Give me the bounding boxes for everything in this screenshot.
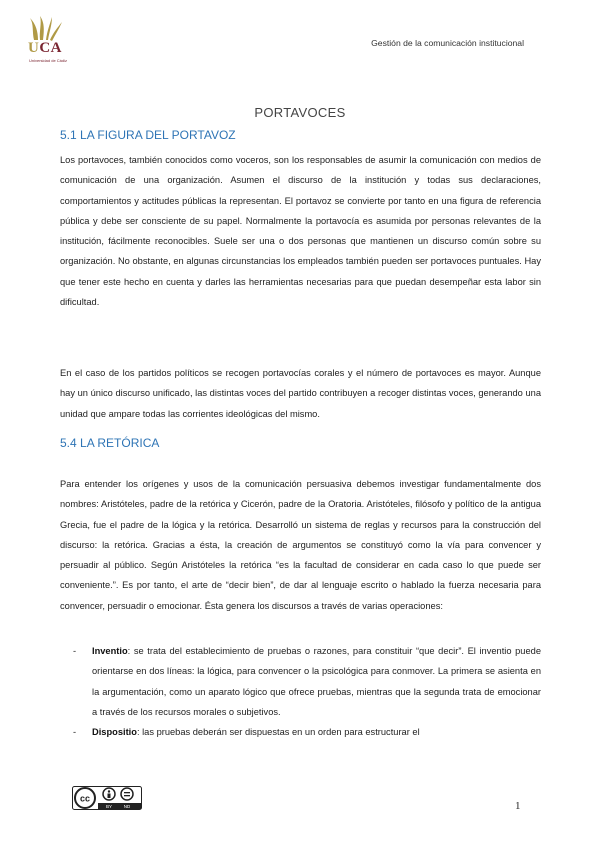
list-item: - Dispositio: las pruebas deberán ser dispuestas en un orden para estructurar el bbox=[73, 727, 420, 738]
page-number: 1 bbox=[515, 800, 521, 812]
paragraph-portavoz-1: Los portavoces, también conocidos como voceros, son los responsables de asumir la comunicación con medios de comunicación de una organización. Asumen el discurso de la institución y todas sus declaraciones, comportamientos y actitudes públicas la representan. El portavoz se convierte por tanto en una figura de referencia pública y debe ser consciente de su papel. Normalmente la portavocía es asumida por personas relevantes de la institución, fácilmente reconocibles. Suele ser una o dos personas que mantienen un discurso común sobre su organización. No obstante, en algunas circunstancias los empleados también pueden ser portavoces puntuales. Hay que tener este hecho en cuenta y darles las herramientas necesarias para que puedan desempeñar esta labor sin dificultad. bbox=[60, 155, 541, 308]
paragraph-portavoz-2: En el caso de los partidos políticos se recogen portavocías corales y el número de portavoces es mayor. Aunque hay un único discurso unificado, las distintas voces del partido contribuyen a recoger distintas voces, generando una unidad que ampare todas las corrientes ideológicas del mismo. bbox=[60, 368, 541, 419]
operations-list bbox=[60, 641, 541, 742]
svg-text:BY: BY bbox=[105, 804, 113, 809]
list-item-text: : las pruebas deberán ser dispuestas en un orden para estructurar el bbox=[136, 727, 420, 738]
list-item-term: Dispositio bbox=[92, 727, 137, 738]
logo-wordmark: UCA bbox=[28, 40, 63, 56]
list-item-term: Inventio bbox=[92, 646, 128, 656]
logo-subtitle: Universidad de Cádiz bbox=[28, 58, 68, 63]
creative-commons-icon bbox=[72, 786, 142, 810]
page-title: PORTAVOCES bbox=[254, 105, 346, 120]
cc-license-badge[interactable] bbox=[72, 786, 142, 810]
svg-text:cc: cc bbox=[79, 793, 91, 804]
list-item-text: : se trata del establecimiento de pruebas o razones, para constituir “que decir”. El inventio puede orientarse en dos líneas: la lógica, para convencer o la psicológica para conmover. La primera se asienta en la argumentación, como un aparato lógico que ofrece pruebas, mientras que la segunda trata de emocionar a través de los recursos morales o subjetivos. bbox=[92, 646, 541, 717]
header-title: Gestión de la comunicación institucional bbox=[371, 38, 524, 48]
svg-text:ND: ND bbox=[123, 804, 131, 809]
section-heading-portavoz: 5.1 LA FIGURA DEL PORTAVOZ bbox=[60, 128, 236, 142]
list-item: - Inventio: se trata del establecimiento de pruebas o razones, para constituir “que decir”. El inventio puede orientarse en dos líneas: la lógica, para convencer o la psicológica para conmover. La primera se asienta en la argumentación, como un aparato lógico que ofrece pruebas, mientras que la segunda trata de emocionar a través de los recursos morales o subjetivos. bbox=[73, 646, 541, 717]
paragraph-retorica-1: Para entender los orígenes y usos de la comunicación persuasiva debemos investigar fundamentalmente dos nombres: Aristóteles, padre de la retórica y Cicerón, padre de la Oratoria. Aristóteles, filósofo y político de la antigua Grecia, fue el padre de la lógica y la retórica. Desarrolló un sistema de reglas y recursos para la construcción del discurso: la retórica. Gracias a ésta, la creación de argumentos se constituyó como la vía para convencer y persuadir al público. Según Aristóteles la retórica “es la facultad de considerar en cada caso lo que puede ser conveniente.”. Es por tanto, el arte de “decir bien”, de dar al lenguaje escrito o hablado la fuerza necesaria para convencer, persuadir o emocionar. Ésta genera los discursos a través de varias operaciones: bbox=[60, 479, 541, 611]
section-heading-retorica: 5.4 LA RETÓRICA bbox=[60, 436, 160, 450]
